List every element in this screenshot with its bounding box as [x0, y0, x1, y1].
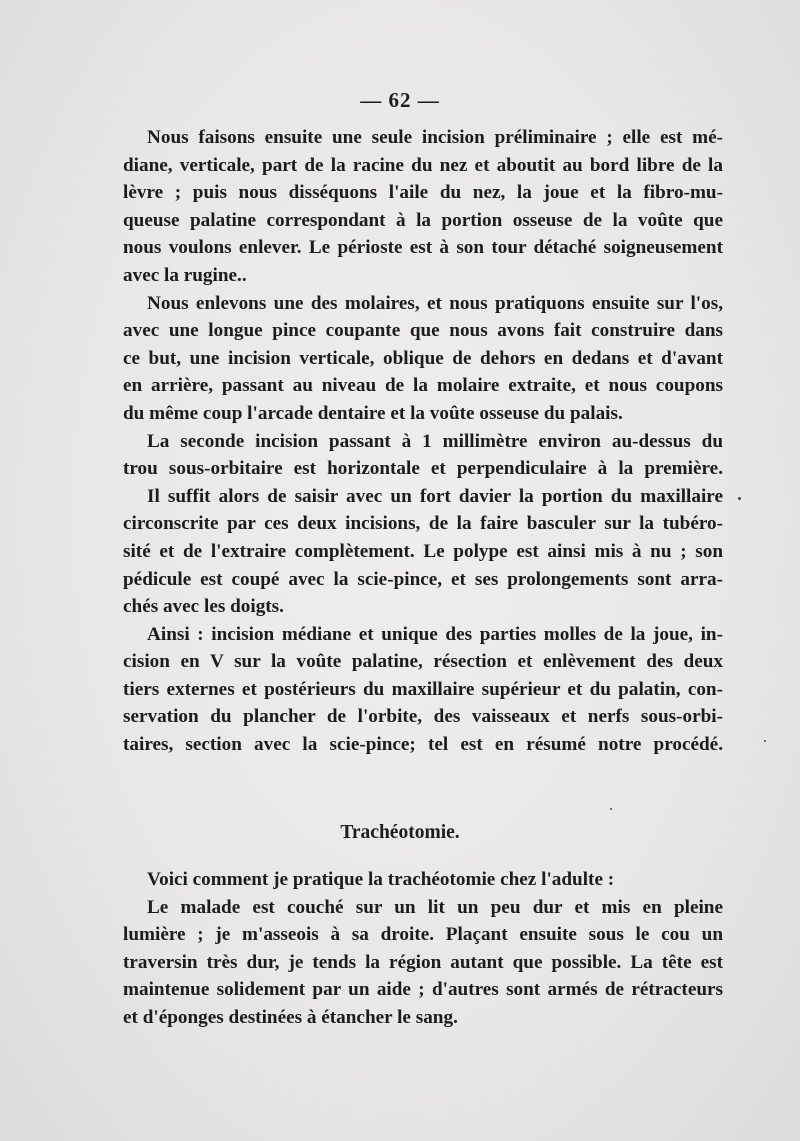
text-line: traversin très dur, je tends la région autant que possible. La tête est — [123, 951, 723, 973]
text-line: avec une longue pince coupante que nous avons fait construire dans — [123, 320, 723, 342]
text-line: Nous faisons ensuite une seule incision préliminaire ; elle est mé- — [147, 127, 723, 148]
text-line: tiers externes et postérieurs du maxillaire supérieur et du palatin, con- — [123, 678, 723, 700]
text-line: sité et de l'extraire complètement. Le polype est ainsi mis à nu ; son — [123, 540, 723, 562]
text-line: servation du plancher de l'orbite, des vaisseaux et nerfs sous-orbi- — [123, 706, 723, 728]
text-line: Il suffit alors de saisir avec un fort davier la portion du maxillaire — [147, 485, 723, 507]
paper-speck — [738, 497, 741, 500]
text-line: lumière ; je m'asseois à sa droite. Plaçant ensuite sous le cou un — [123, 924, 723, 946]
text-line: circonscrite par ces deux incisions, de la faire basculer sur la tubéro- — [123, 513, 723, 535]
text-line: ce but, une incision verticale, oblique de dehors en dedans et d'avant — [123, 347, 723, 369]
body-text-main — [123, 124, 723, 759]
text-line: Voici comment je pratique la trachéotomie chez l'adulte : — [147, 869, 615, 890]
text-line: chés avec les doigts. — [123, 596, 284, 618]
paper-speck — [764, 740, 766, 742]
text-line: Ainsi : incision médiane et unique des parties molles de la joue, in- — [147, 623, 723, 645]
text-line: diane, verticale, part de la racine du nez et aboutit au bord libre de la — [123, 154, 723, 176]
text-line: trou sous-orbitaire est horizontale et perpendiculaire à la première. — [123, 458, 723, 480]
text-line: maintenue solidement par un aide ; d'autres sont armés de rétracteurs — [123, 979, 723, 1001]
body-text-trachea — [123, 866, 723, 1032]
text-line: Le malade est couché sur un lit un peu dur et mis en pleine — [147, 896, 723, 918]
text-line: queuse palatine correspondant à la portion osseuse de la voûte que — [123, 209, 723, 231]
paper-speck — [610, 808, 612, 810]
text-line: et d'éponges destinées à étancher le sang. — [123, 1006, 458, 1028]
text-line: en arrière, passant au niveau de la molaire extraite, et nous coupons — [123, 375, 723, 397]
text-line: lèvre ; puis nous disséquons l'aile du nez, la joue et la fibro-mu- — [123, 182, 723, 204]
text-line: nous voulons enlever. Le périoste est à son tour détaché soigneusement — [123, 237, 723, 259]
text-line: pédicule est coupé avec la scie-pince, et ses prolongements sont arra- — [123, 568, 723, 590]
text-line: La seconde incision passant à 1 millimètre environ au-dessus du — [147, 430, 723, 452]
text-line: Nous enlevons une des molaires, et nous pratiquons ensuite sur l'os, — [147, 292, 723, 314]
text-line: cision en V sur la voûte palatine, résection et enlèvement des deux — [123, 651, 723, 673]
page-number: — 62 — — [360, 88, 440, 112]
text-line: avec la rugine.. — [123, 264, 247, 286]
text-line: du même coup l'arcade dentaire et la voûte osseuse du palais. — [123, 402, 623, 424]
text-line: taires, section avec la scie-pince; tel est en résumé notre procédé. — [123, 734, 723, 756]
section-heading: Trachéotomie. — [340, 822, 460, 843]
